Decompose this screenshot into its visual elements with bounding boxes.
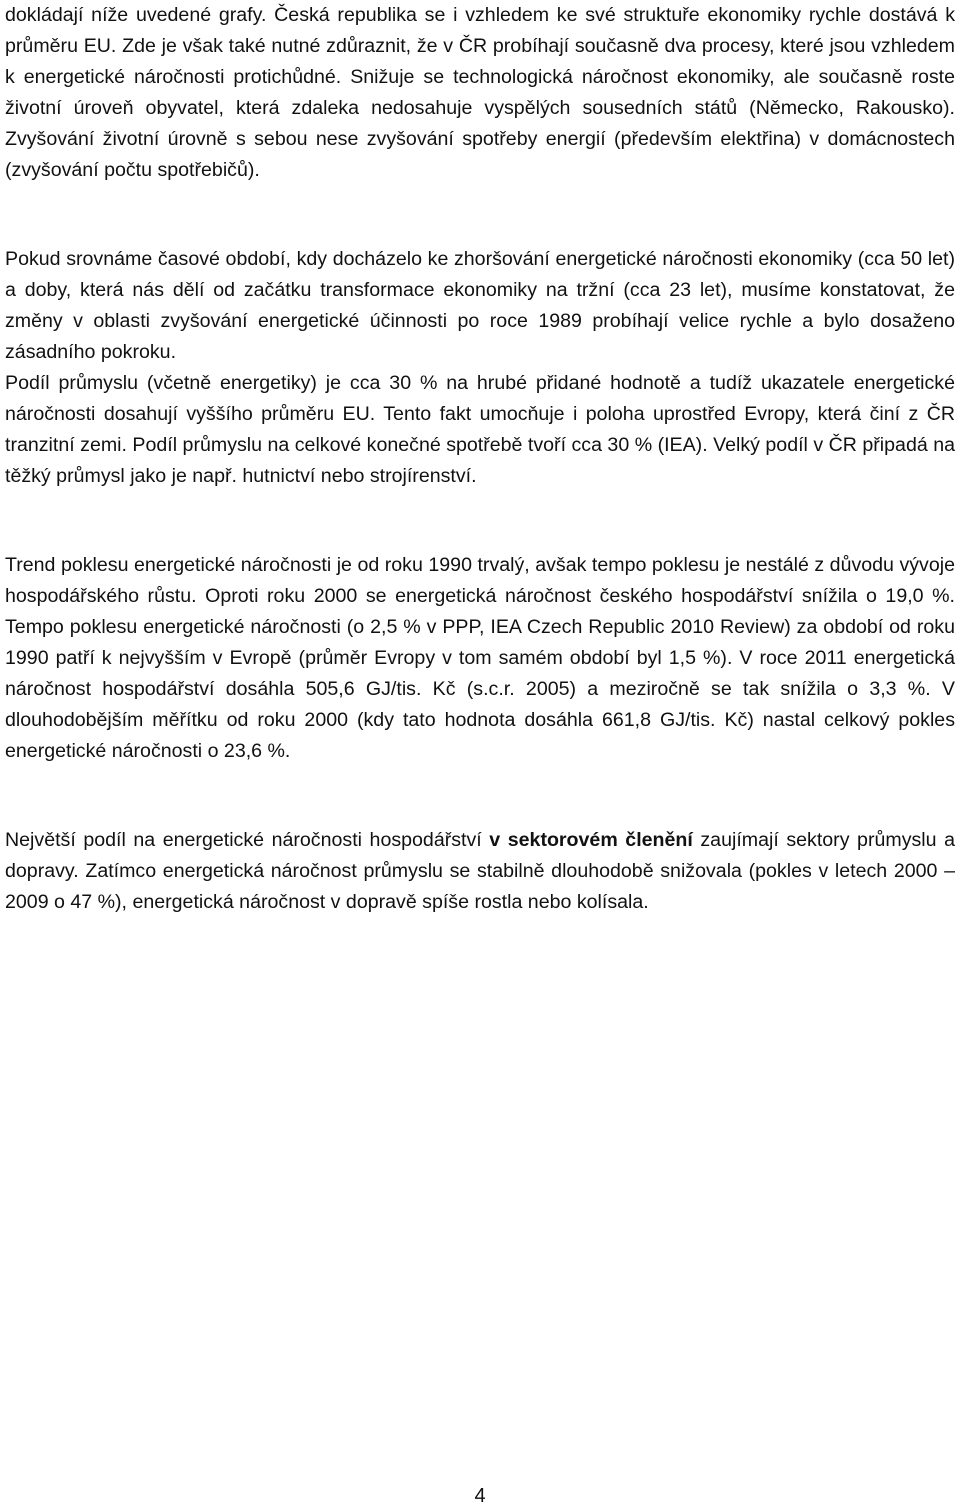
sectoral-text-after: zaujímají sektory průmyslu a dopravy. Zatímco energetická náročnost průmyslu se stabilně dlouhodobě snižovala (pokles v letech 2000 – 2009 o 47 %), energetická náročnost v dopravě spíše rostla nebo kolísala.	[5, 829, 956, 913]
sectoral-bold-term: v sektorovém členění	[489, 829, 693, 851]
page-number: 4	[474, 1485, 486, 1507]
paragraph-intensity-trend: Trend poklesu energetické náročnosti je od roku 1990 trvalý, avšak tempo poklesu je nestálé z důvodu vývoje hospodářského růstu. Oproti roku 2000 se energetická náročnost českého hospodářství snížila o 19,0 %. Tempo poklesu energetické náročnosti (o 2,5 % v PPP, IEA Czech Republic 2010 Review) za období od roku 1990 patří k nejvyšším v Evropě (průměr Evropy v tom samém období byl 1,5 %). V roce 2011 energetická náročnost hospodářství dosáhla 505,6 GJ/tis. Kč (s.c.r. 2005) a meziročně se tak snížila o 3,3 %. V dlouhodobějším měřítku od roku 2000 (kdy tato hodnota dosáhla 661,8 GJ/tis. Kč) nastal celkový pokles energetické náročnosti o 23,6 %.	[5, 554, 955, 762]
paragraph-living-standards: dokládají níže uvedené grafy. Česká republika se i vzhledem ke své struktuře ekonomiky rychle dostává k průměru EU. Zde je však také nutné zdůraznit, že v ČR probíhají současně dva procesy, které jsou vzhledem k energetické náročnosti protichůdné. Snižuje se technologická náročnost ekonomiky, ale současně roste životní úroveň obyvatel, která zdaleka nedosahuje vyspělých sousedních států (Německo, Rakousko). Zvyšování životní úrovně s sebou nese zvyšování spotřeby energií (především elektřina) v domácnostech (zvyšování počtu spotřebičů).	[5, 4, 955, 181]
paragraph-industry-share: Podíl průmyslu (včetně energetiky) je cca 30 % na hrubé přidané hodnotě a tudíž ukazatele energetické náročnosti dosahují vyššího průměru EU. Tento fakt umocňuje i poloha uprostřed Evropy, která činí z ČR tranzitní zemi. Podíl průmyslu na celkové konečné spotřebě tvoří cca 30 % (IEA). Velký podíl v ČR připadá na těžký průmysl jako je např. hutnictví nebo strojírenství.	[5, 372, 955, 487]
document-page	[5, 0, 955, 918]
sectoral-text-before: Největší podíl na energetické náročnosti hospodářství	[5, 829, 490, 851]
paragraph-transformation-period: Pokud srovnáme časové období, kdy docházelo ke zhoršování energetické náročnosti ekonomiky (cca 50 let) a doby, která nás dělí od začátku transformace ekonomiky na tržní (cca 23 let), musíme konstatovat, že změny v oblasti zvyšování energetické účinnosti po roce 1989 probíhají velice rychle a bylo dosaženo zásadního pokroku.	[5, 248, 955, 363]
paragraph-sectoral-breakdown	[5, 825, 955, 918]
